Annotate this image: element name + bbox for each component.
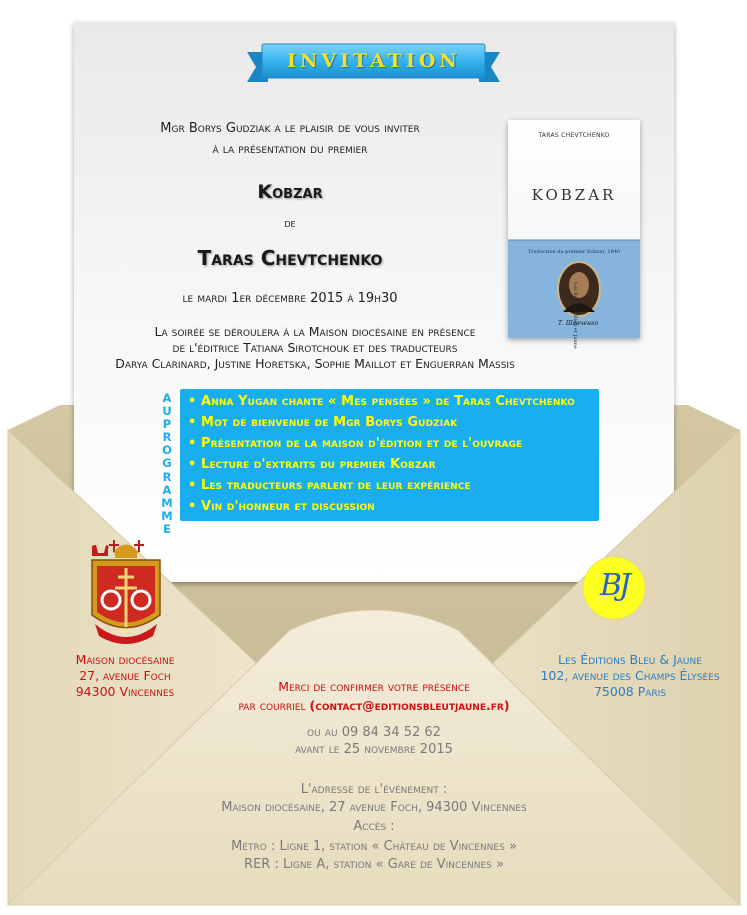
left-org-city: 94300 Vincennes [75,684,175,699]
event-description-1: La soirée se déroulera à la Maison diocésaine en présence [154,324,476,339]
book-title: Kobzar [257,181,323,203]
cover-signature: Т. Шевченко [558,320,599,327]
program-item: • Mot de bienvenue de Mgr Borys Gudziak [188,415,458,430]
program-label-letter: O [162,443,172,458]
cover-publisher: Les Éditions Bleu et Jaune [572,282,578,349]
rsvp-email-link[interactable]: (contact@editionsbleutjaune.fr) [309,698,510,713]
program-label-letter: M [161,495,173,510]
program-label-letter: A [162,391,172,405]
cover-title: KOBZAR [531,186,617,204]
event-date: le mardi 1er décembre 2015 à 19h30 [182,291,398,306]
right-org-city: 75008 Paris [593,684,667,699]
left-org-name: Maison diocésaine [75,652,175,667]
program-item: • Anna Yugan chante « Mes pensées » de Taras Chevtchenko [188,394,575,409]
program-item: • Les traducteurs parlent de leur expérience [188,478,471,493]
program-item: • Lecture d'extraits du premier Kobzar [188,457,436,472]
event-description-3: Darya Clarinard, Justine Horetska, Sophie Maillot et Enguerran Massis [115,356,515,371]
rsvp-line-1: Merci de confirmer votre présence [278,679,470,694]
program-label-letter: R [162,430,172,445]
invite-line-2: à la présentation du premier [212,142,368,157]
cover-subtitle: Traduction du premier Kobzar, 1840 [527,249,621,255]
right-org-street: 102, avenue des Champs Élysées [540,668,720,683]
rer-directions: RER : Ligne A, station « Gare de Vincennes » [244,857,504,872]
de-label: de [284,217,296,230]
event-description-2: de l'éditrice Tatiana Sirotchouk et des traducteurs [172,340,458,355]
program-label-letter: M [161,508,173,523]
program-label-letter: P [162,417,172,432]
program-label-letter: E [163,521,171,536]
program-item: • Présentation de la maison d'édition et de l'ouvrage [188,436,523,451]
program-label-letter: R [162,469,172,484]
rsvp-line-2 [174,698,574,714]
invite-line-1: Mgr Borys Gudziak a le plaisir de vous inviter [160,121,420,136]
rsvp-deadline: avant le 25 novembre 2015 [295,742,453,757]
program-label-letter: G [162,456,172,471]
metro-directions: Métro : Ligne 1, station « Château de Vincennes » [231,839,517,854]
cover-author: TARAS CHEVTCHENKO [538,132,610,139]
program-vertical-label [160,392,174,536]
rsvp-phone: ou au 09 84 34 52 62 [307,725,441,740]
program-item: • Vin d'honneur et discussion [188,499,375,514]
right-org-name: Les Éditions Bleu & Jaune [558,652,702,667]
invitation-label: INVITATION [287,50,461,72]
program-label-letter: U [162,404,172,419]
program-label-letter: A [162,482,172,497]
bj-logo-text: BJ [599,568,629,603]
left-org-street: 27, avenue Foch [79,668,171,683]
access-heading: Accès : [353,819,395,834]
address-heading: L'adresse de l'événement : [300,782,448,797]
author-name: Taras Chevtchenko [197,246,383,270]
program-box [180,389,599,521]
emblem-caption: екзархату [112,629,140,635]
rsvp-by-email-label: par courriel [238,698,306,713]
address-place: Maison diocésaine, 27 avenue Foch, 94300 Vincennes [221,800,527,815]
